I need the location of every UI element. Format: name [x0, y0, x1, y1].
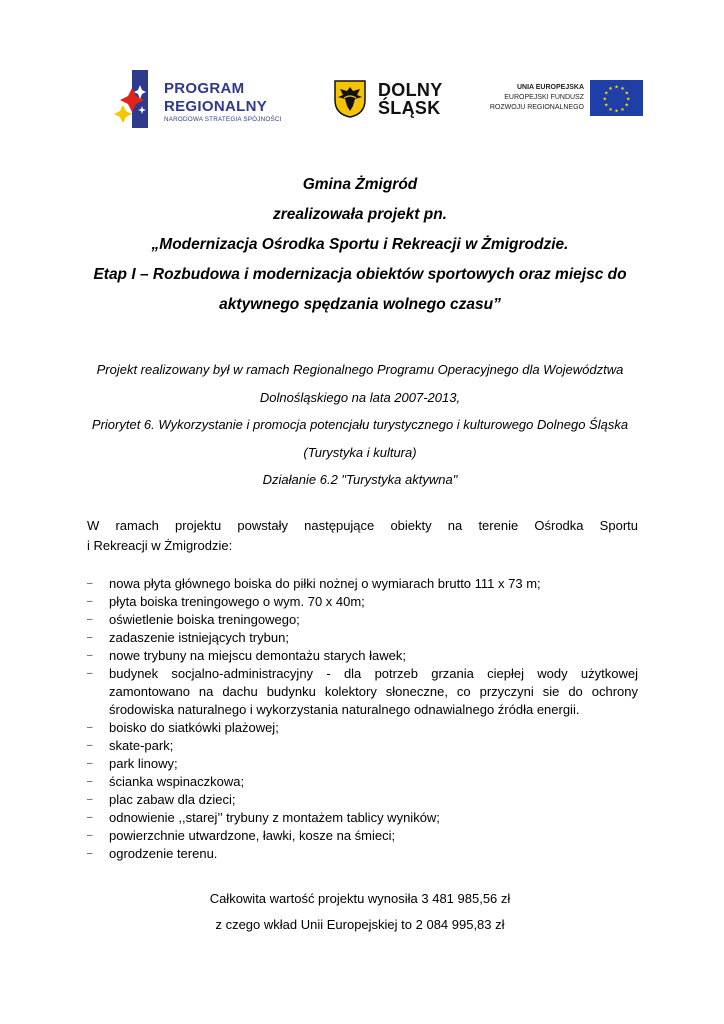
- list-item: [87, 827, 638, 845]
- eu-flag-icon: [590, 80, 643, 116]
- list-item: [87, 575, 638, 593]
- svg-text:★: ★: [603, 90, 609, 97]
- unia-europejska-line1: UNIA EUROPEJSKA: [516, 84, 584, 91]
- program-info: [40, 356, 680, 494]
- program-regionalny-logo: [114, 70, 304, 130]
- list-item-text: ogrodzenie terenu.: [109, 846, 218, 861]
- list-item: [87, 791, 638, 809]
- dolny-slask-line2: ŚLĄSK: [378, 98, 441, 118]
- svg-text:★: ★: [608, 86, 613, 92]
- title-line2: zrealizowała projekt pn.: [273, 206, 447, 223]
- list-item: [87, 755, 638, 773]
- list-item-text-line3: środowiska naturalnego i wykorzystania naturalnego odnawialnego źródła energii.: [109, 702, 580, 717]
- list-item-text: skate-park;: [109, 738, 174, 753]
- bullet-dash: –: [87, 614, 93, 625]
- svg-text:★: ★: [624, 102, 630, 109]
- list-item-text: powierzchnie utwardzone, ławki, kosze na śmieci;: [109, 828, 396, 843]
- svg-text:★: ★: [602, 96, 607, 103]
- project-totals: [60, 886, 660, 938]
- program-line4: (Turystyka i kultura): [303, 444, 417, 460]
- title-line5: aktywnego spędzania wolnego czasu”: [219, 296, 501, 313]
- list-item: [87, 647, 638, 665]
- svg-text:★: ★: [626, 96, 631, 103]
- list-item-text: [109, 665, 638, 719]
- title-line3: „Modernizacja Ośrodka Sportu i Rekreacji w Żmigrodzie.: [151, 236, 569, 253]
- list-item-text: plac zabaw dla dzieci;: [109, 792, 236, 807]
- list-item-text: park linowy;: [109, 756, 178, 771]
- svg-text:★: ★: [614, 108, 619, 115]
- unia-europejska-text: [490, 83, 584, 113]
- bullet-dash: –: [87, 650, 93, 661]
- bullet-dash: –: [87, 596, 93, 607]
- logo-row: [0, 70, 724, 130]
- list-item: [87, 629, 638, 647]
- list-item: [87, 611, 638, 629]
- project-title: [60, 170, 660, 320]
- program-regionalny-line2: REGIONALNY: [164, 98, 268, 115]
- bullet-dash: –: [87, 758, 93, 769]
- bullet-dash: –: [87, 632, 93, 643]
- list-item: [87, 665, 638, 719]
- bullet-dash: –: [87, 848, 93, 859]
- svg-text:★: ★: [620, 106, 625, 113]
- list-item-text: ścianka wspinaczkowa;: [109, 774, 245, 789]
- list-item: [87, 773, 638, 791]
- bullet-dash: –: [87, 776, 93, 787]
- list-item-text: nowa płyta głównego boiska do piłki nożnej o wymiarach brutto 111 x 73 m;: [109, 576, 541, 591]
- list-item-text-line1: budynek socjalno-administracyjny - dla potrzeb grzania ciepłej wody użytkowej: [109, 666, 638, 681]
- list-item: [87, 809, 638, 827]
- list-item-text: boisko do siatkówki plażowej;: [109, 720, 279, 735]
- bullet-dash: –: [87, 722, 93, 733]
- svg-text:★: ★: [620, 86, 625, 92]
- unia-europejska-line3: ROZWOJU REGIONALNEGO: [489, 104, 584, 111]
- list-item-text: oświetlenie boiska treningowego;: [109, 612, 300, 627]
- program-line5: Działanie 6.2 "Turystyka aktywna": [262, 472, 458, 487]
- list-item-text: zadaszenie istniejących trybun;: [109, 630, 289, 645]
- intro-paragraph: [87, 516, 638, 556]
- list-item-text: nowe trybuny na miejscu demontażu starych ławek;: [109, 648, 406, 663]
- dolny-slask-logo: [334, 80, 454, 124]
- bullet-dash: –: [87, 830, 93, 841]
- program-line2: Dolnośląskiego na lata 2007-2013,: [259, 389, 461, 405]
- eu-contribution: z czego wkład Unii Europejskiej to 2 084 995,83 zł: [215, 917, 505, 932]
- title-line4: Etap I – Rozbudowa i modernizacja obiektów sportowych oraz miejsc do: [93, 266, 627, 283]
- list-item-text: odnowienie ,,starej’’ trybuny z montażem tablicy wyników;: [109, 810, 440, 825]
- program-regionalny-line3: NARODOWA STRATEGIA SPÓJNOŚCI: [164, 116, 282, 123]
- program-regionalny-line1: PROGRAM: [164, 80, 245, 97]
- list-item: [87, 845, 638, 863]
- bullet-dash: –: [87, 740, 93, 751]
- bullet-dash: –: [87, 578, 93, 589]
- list-item: [87, 593, 638, 611]
- intro-line2: i Rekreacji w Żmigrodzie:: [87, 538, 233, 553]
- total-value: Całkowita wartość projektu wynosiła 3 481 985,56 zł: [209, 891, 511, 906]
- program-regionalny-mark-icon: [114, 70, 158, 130]
- unia-europejska-line2: EUROPEJSKI FUNDUSZ: [504, 94, 584, 101]
- program-line3: Priorytet 6. Wykorzystanie i promocja potencjału turystycznego i kulturowego Dolnego Śląska: [91, 417, 629, 432]
- list-item: [87, 719, 638, 737]
- eagle-shield-icon: [334, 80, 366, 118]
- list-item-text: płyta boiska treningowego o wym. 70 x 40m;: [109, 594, 365, 609]
- program-line1: Projekt realizowany był w ramach Regionalnego Programu Operacyjnego dla Województwa: [96, 362, 624, 377]
- svg-text:★: ★: [624, 90, 630, 97]
- intro-line1: W ramach projektu powstały następujące obiekty na terenie Ośrodka Sportu: [87, 518, 638, 533]
- svg-text:★: ★: [603, 102, 609, 109]
- list-item: [87, 737, 638, 755]
- bullet-dash: –: [87, 812, 93, 823]
- list-item-text-line2: zamontowano na dachu budynku kolektory słoneczne, co przyczyni sie do ochrony: [109, 684, 638, 699]
- svg-text:★: ★: [614, 84, 619, 91]
- facilities-list: [87, 575, 638, 863]
- title-line1: Gmina Żmigród: [302, 176, 418, 193]
- dolny-slask-line1: DOLNY: [378, 80, 443, 100]
- bullet-dash: –: [87, 668, 93, 679]
- unia-europejska-logo: [488, 80, 648, 120]
- bullet-dash: –: [87, 794, 93, 805]
- svg-text:★: ★: [608, 106, 613, 113]
